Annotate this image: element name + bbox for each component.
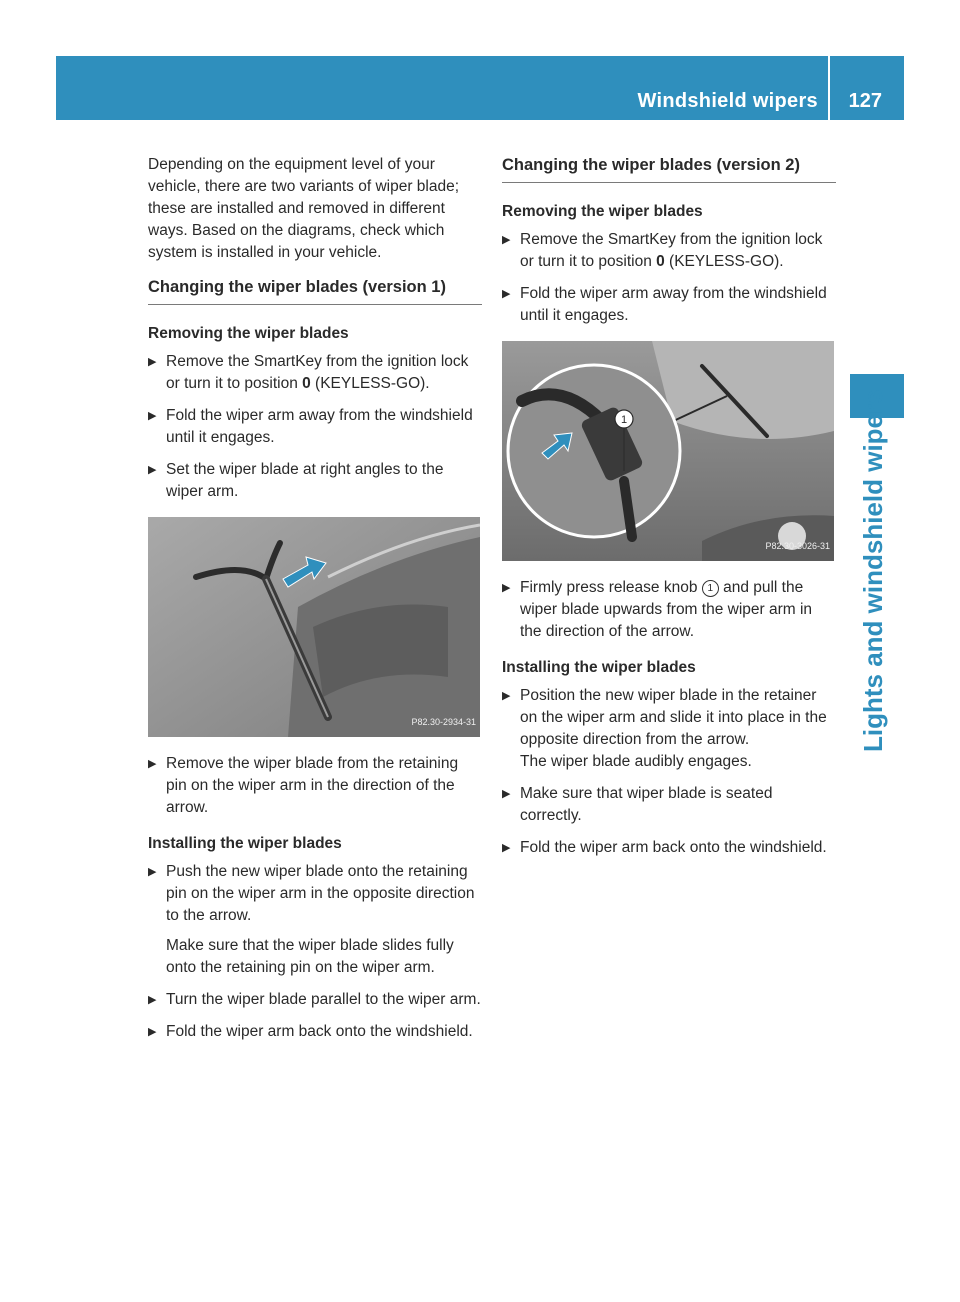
step-arrow-icon: ▶: [148, 464, 157, 476]
wiper-illustration: [148, 517, 480, 737]
step-text: Set the wiper blade at right angles to the wiper arm.: [166, 461, 444, 500]
step-item: [148, 351, 482, 395]
step-arrow-icon: ▶: [502, 288, 511, 300]
installing-heading: Installing the wiper blades: [502, 659, 696, 676]
section-title-version-1: Changing the wiper blades (version 1): [148, 276, 482, 305]
chapter-label: Lights and windshield wipers: [858, 389, 888, 752]
step-note: Make sure that the wiper blade slides fully onto the retaining pin on the wiper arm.: [166, 937, 454, 976]
step-item: [148, 459, 482, 503]
key-position: 0: [302, 375, 311, 392]
page-number: 127: [848, 90, 882, 112]
step-text: Fold the wiper arm back onto the windshield.: [520, 839, 827, 856]
step-text: Fold the wiper arm away from the windshield until it engages.: [520, 285, 827, 324]
step-note: The wiper blade audibly engages.: [520, 753, 752, 770]
step-arrow-icon: ▶: [148, 410, 157, 422]
step-text: Firmly press release knob: [520, 579, 702, 596]
wiper-blade-figure-version-1: [148, 517, 480, 737]
step-item: [502, 685, 836, 773]
release-knob-callout: 1: [702, 580, 719, 597]
right-column: [502, 154, 836, 869]
step-text: (KEYLESS-GO).: [664, 253, 784, 270]
key-position: 0: [656, 253, 665, 270]
step-arrow-icon: ▶: [502, 788, 511, 800]
wiper-illustration: [502, 341, 834, 561]
step-text: Fold the wiper arm back onto the windshield.: [166, 1023, 473, 1040]
removing-heading: Removing the wiper blades: [502, 203, 703, 220]
step-arrow-icon: ▶: [502, 582, 511, 594]
step-text: and pull the wiper blade upwards from the wiper arm in the direction of the arrow.: [520, 579, 813, 640]
step-text: Fold the wiper arm away from the windshield until it engages.: [166, 407, 473, 446]
step-item: [148, 1021, 482, 1043]
step-arrow-icon: ▶: [502, 690, 511, 702]
step-text: Position the new wiper blade in the retainer on the wiper arm and slide it into place in the opposite direction from the arrow.: [520, 687, 827, 748]
step-item: [148, 405, 482, 449]
left-column: [148, 154, 482, 1053]
step-text: Push the new wiper blade onto the retaining pin on the wiper arm in the opposite direction to the arrow.: [166, 863, 475, 924]
step-text: Remove the SmartKey from the ignition lock or turn it to position: [520, 231, 823, 270]
step-arrow-icon: ▶: [148, 1026, 157, 1038]
step-item: [148, 861, 482, 979]
step-item: [148, 989, 482, 1011]
step-arrow-icon: ▶: [502, 842, 511, 854]
step-text: Remove the wiper blade from the retaining pin on the wiper arm in the direction of the arrow.: [166, 755, 459, 816]
step-item: [502, 283, 836, 327]
step-arrow-icon: ▶: [148, 758, 157, 770]
section-title-version-2: Changing the wiper blades (version 2): [502, 154, 836, 183]
step-text: (KEYLESS-GO).: [310, 375, 430, 392]
step-item: [502, 577, 836, 643]
step-text: Make sure that wiper blade is seated correctly.: [520, 785, 773, 824]
wiper-blade-figure-version-2: [502, 341, 834, 561]
header-separator: [828, 56, 830, 120]
step-item: [502, 229, 836, 273]
header-title: Windshield wipers: [637, 90, 818, 112]
removing-heading: Removing the wiper blades: [148, 325, 349, 342]
step-arrow-icon: ▶: [502, 234, 511, 246]
callout-number: 1: [620, 414, 628, 426]
step-item: [502, 783, 836, 827]
figure-code: P82.30-3026-31: [765, 541, 830, 551]
step-text: Remove the SmartKey from the ignition lock or turn it to position: [166, 353, 469, 392]
step-text: Turn the wiper blade parallel to the wiper arm.: [166, 991, 481, 1008]
installing-heading: Installing the wiper blades: [148, 835, 342, 852]
figure-code: P82.30-2934-31: [411, 717, 476, 727]
step-arrow-icon: ▶: [148, 866, 157, 878]
header-bar: [56, 56, 904, 120]
step-item: [148, 753, 482, 819]
step-item: [502, 837, 836, 859]
intro-paragraph: Depending on the equipment level of your vehicle, there are two variants of wiper blade; these are installed and removed in different ways. Based on the diagrams, check which system is installed in your vehicle.: [148, 156, 460, 261]
step-arrow-icon: ▶: [148, 994, 157, 1006]
step-arrow-icon: ▶: [148, 356, 157, 368]
